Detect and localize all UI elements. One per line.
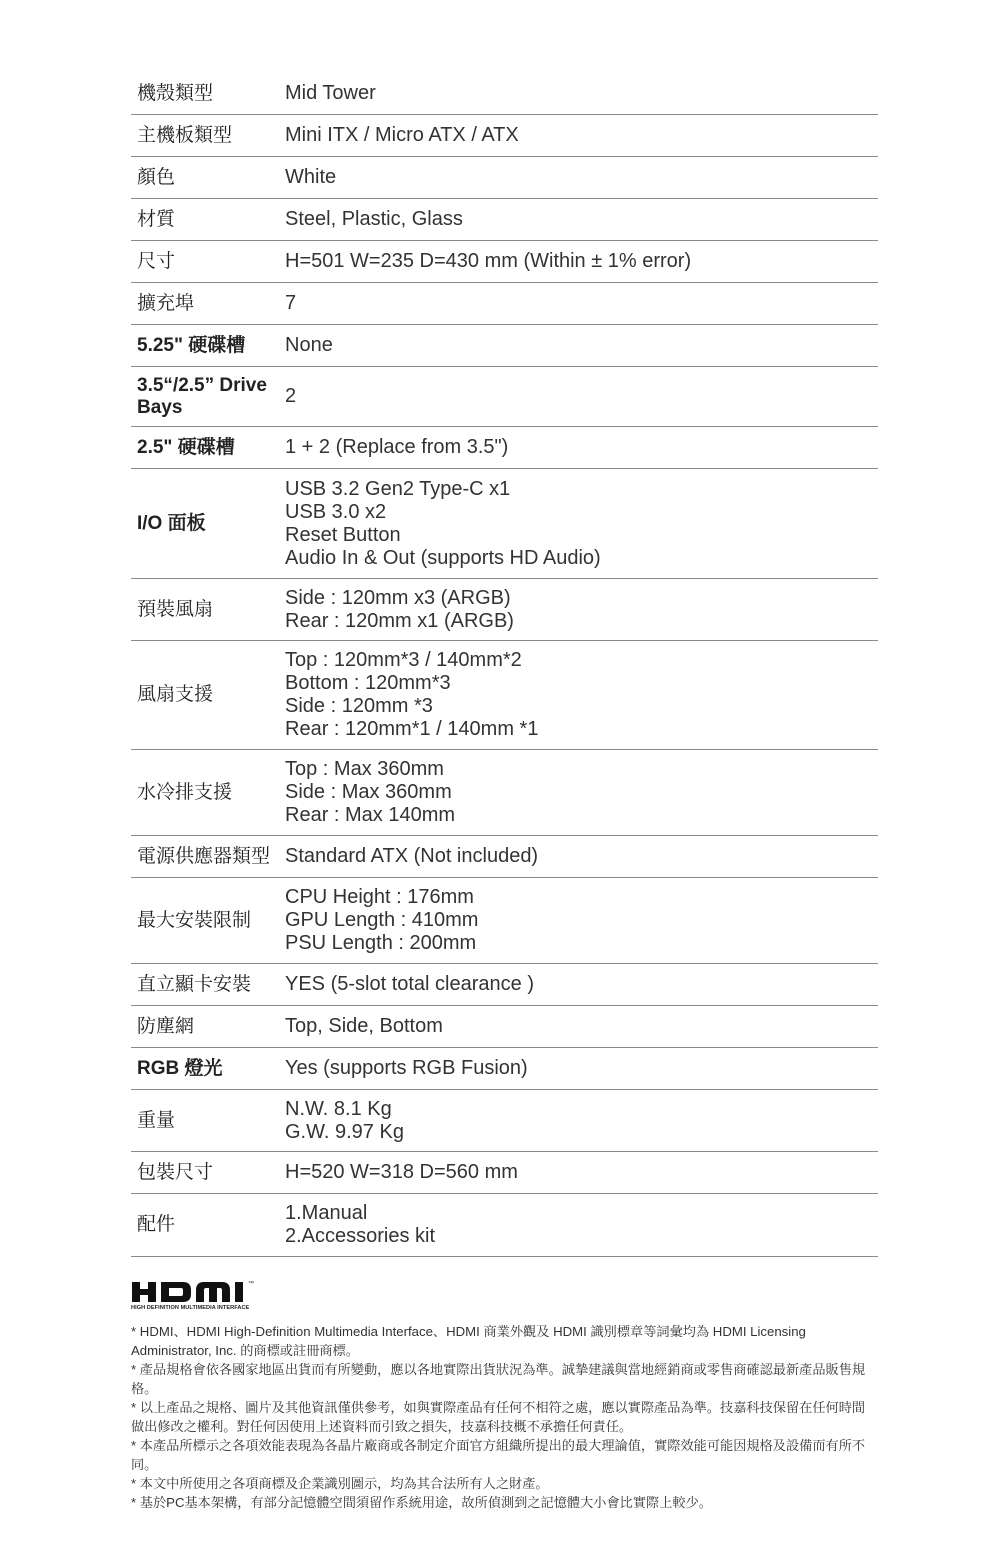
footnote: * 本文中所使用之各項商標及企業識別圖示，均為其合法所有人之財產。 (131, 1476, 549, 1491)
spec-value-line: Side : Max 360mm (285, 781, 452, 803)
spec-row (131, 325, 878, 367)
spec-label: 3.5“/2.5” Drive Bays (137, 374, 267, 418)
spec-value (285, 758, 878, 827)
spec-value (285, 166, 878, 189)
spec-value (285, 649, 878, 741)
spec-value-line: H=501 W=235 D=430 mm (Within ± 1% error) (285, 250, 692, 272)
spec-value (285, 436, 878, 459)
spec-value (285, 1057, 878, 1080)
spec-value-line: Steel, Plastic, Glass (285, 208, 463, 230)
hdmi-wordmark-graphic (131, 1281, 248, 1303)
spec-label: RGB 燈光 (137, 1057, 223, 1079)
spec-row (131, 964, 878, 1006)
spec-value-line: Yes (supports RGB Fusion) (285, 1057, 528, 1079)
spec-value-line: 1.Manual (285, 1202, 368, 1224)
hdmi-logo (131, 1281, 256, 1315)
spec-row (131, 579, 878, 641)
footnote: * HDMI、HDMI High-Definition Multimedia Interface、HDMI 商業外觀及 HDMI 識別標章等詞彙均為 HDMI Licensing Administrator, Inc. 的商標或註冊商標。 (131, 1324, 806, 1358)
spec-label: 風扇支援 (137, 684, 214, 705)
spec-value-line: Rear : 120mm x1 (ARGB) (285, 609, 514, 632)
spec-label: 尺寸 (137, 250, 176, 272)
spec-label: 最大安裝限制 (137, 909, 252, 931)
spec-value (285, 124, 878, 147)
spec-row (131, 878, 878, 964)
spec-value-line: 7 (285, 292, 297, 314)
spec-label: 配件 (137, 1214, 176, 1235)
spec-value (285, 1161, 878, 1184)
spec-label: 直立顯卡安裝 (137, 973, 252, 995)
spec-value-line: Audio In & Out (supports HD Audio) (285, 546, 601, 569)
spec-value-line: Rear : Max 140mm (285, 804, 456, 826)
spec-value (285, 1015, 878, 1038)
spec-value-line: White (285, 166, 337, 188)
spec-value-line: N.W. 8.1 Kg (285, 1097, 392, 1120)
spec-value-line: G.W. 9.97 Kg (285, 1120, 404, 1143)
spec-label: 預裝風扇 (137, 598, 214, 620)
spec-row (131, 1152, 878, 1194)
spec-value-line: CPU Height : 176mm (285, 886, 474, 908)
spec-value (285, 845, 878, 868)
spec-row (131, 750, 878, 836)
spec-label: 材質 (137, 208, 176, 230)
spec-row (131, 241, 878, 283)
spec-value-line: Mini ITX / Micro ATX / ATX (285, 124, 519, 146)
spec-value-line: 2.Accessories kit (285, 1225, 436, 1247)
spec-value (285, 1202, 878, 1248)
spec-value (285, 334, 878, 357)
spec-value-line: Bottom : 120mm*3 (285, 672, 451, 694)
spec-label: 電源供應器類型 (137, 845, 271, 867)
spec-label: 包裝尺寸 (137, 1161, 214, 1183)
spec-label: 水冷排支援 (137, 781, 233, 803)
spec-label: 重量 (137, 1109, 176, 1131)
spec-row (131, 115, 878, 157)
spec-value-line: Standard ATX (Not included) (285, 845, 539, 867)
spec-label: 機殼類型 (137, 82, 214, 104)
footnote: * 基於PC基本架構，有部分記憶體空間須留作系統用途，故所偵測到之記憶體大小會比實際上較少。 (131, 1495, 712, 1510)
spec-value-line: 1 + 2 (Replace from 3.5") (285, 436, 509, 458)
spec-value-line: Top, Side, Bottom (285, 1015, 443, 1037)
spec-value-line: USB 3.2 Gen2 Type-C x1 (285, 477, 511, 500)
spec-label: 顏色 (137, 166, 176, 188)
spec-value-line: Rear : 120mm*1 / 140mm *1 (285, 718, 539, 740)
spec-row (131, 1090, 878, 1152)
spec-value (285, 82, 878, 105)
footnote: * 以上產品之規格、圖片及其他資訊僅供參考，如與實際產品有任何不相符之處，應以實際產品為準。技嘉科技保留在任何時間做出修改之權利。對任何因使用上述資料而引致之損失，技嘉科技概不承擔任何責任。 (131, 1400, 866, 1434)
spec-row (131, 199, 878, 241)
spec-label: 2.5" 硬碟槽 (137, 436, 235, 458)
spec-value (285, 292, 878, 315)
spec-value-line: YES (5-slot total clearance ) (285, 973, 534, 995)
footnote: * 本產品所標示之各項效能表現為各晶片廠商或各制定介面官方組織所提出的最大理論值，實際效能可能因規格及設備而有所不同。 (131, 1438, 866, 1472)
hdmi-trademark: ™ (248, 1281, 254, 1287)
spec-value (285, 385, 878, 408)
spec-value-line: 2 (285, 385, 297, 407)
spec-label: I/O 面板 (137, 512, 206, 534)
spec-value (285, 208, 878, 231)
spec-row (131, 836, 878, 878)
spec-value-line: Reset Button (285, 523, 401, 546)
spec-value-line: Side : 120mm *3 (285, 695, 433, 717)
spec-row (131, 1048, 878, 1090)
spec-row (131, 367, 878, 427)
spec-value-line: Mid Tower (285, 82, 376, 104)
spec-row (131, 157, 878, 199)
footnote: * 產品規格會依各國家地區出貨而有所變動，應以各地實際出貨狀況為準。誠摯建議與當地經銷商或零售商確認最新產品販售規格。 (131, 1362, 866, 1396)
spec-row (131, 283, 878, 325)
spec-row (131, 469, 878, 579)
spec-value-line: Side : 120mm x3 (ARGB) (285, 586, 511, 609)
spec-value-line: PSU Length : 200mm (285, 932, 477, 954)
spec-row (131, 427, 878, 469)
spec-row (131, 73, 878, 115)
spec-value (285, 587, 878, 633)
spec-label: 5.25" 硬碟槽 (137, 334, 246, 356)
spec-row (131, 641, 878, 750)
hdmi-tagline: HIGH DEFINITION MULTIMEDIA INTERFACE (131, 1305, 250, 1311)
spec-value-line: Top : 120mm*3 / 140mm*2 (285, 649, 522, 671)
spec-label: 擴充埠 (137, 292, 195, 314)
spec-value (285, 478, 878, 570)
spec-value-line: USB 3.0 x2 (285, 500, 387, 523)
spec-value (285, 250, 878, 273)
spec-row (131, 1006, 878, 1048)
spec-value (285, 973, 878, 996)
spec-value-line: H=520 W=318 D=560 mm (285, 1161, 518, 1183)
spec-label: 主機板類型 (137, 124, 233, 146)
spec-label: 防塵網 (137, 1015, 195, 1037)
spec-value (285, 886, 878, 955)
spec-value-line: Top : Max 360mm (285, 758, 444, 780)
spec-table (131, 73, 878, 1257)
spec-value-line: GPU Length : 410mm (285, 909, 479, 931)
spec-row (131, 1194, 878, 1257)
spec-value (285, 1098, 878, 1144)
footnotes (131, 1322, 871, 1512)
spec-value-line: None (285, 334, 333, 356)
